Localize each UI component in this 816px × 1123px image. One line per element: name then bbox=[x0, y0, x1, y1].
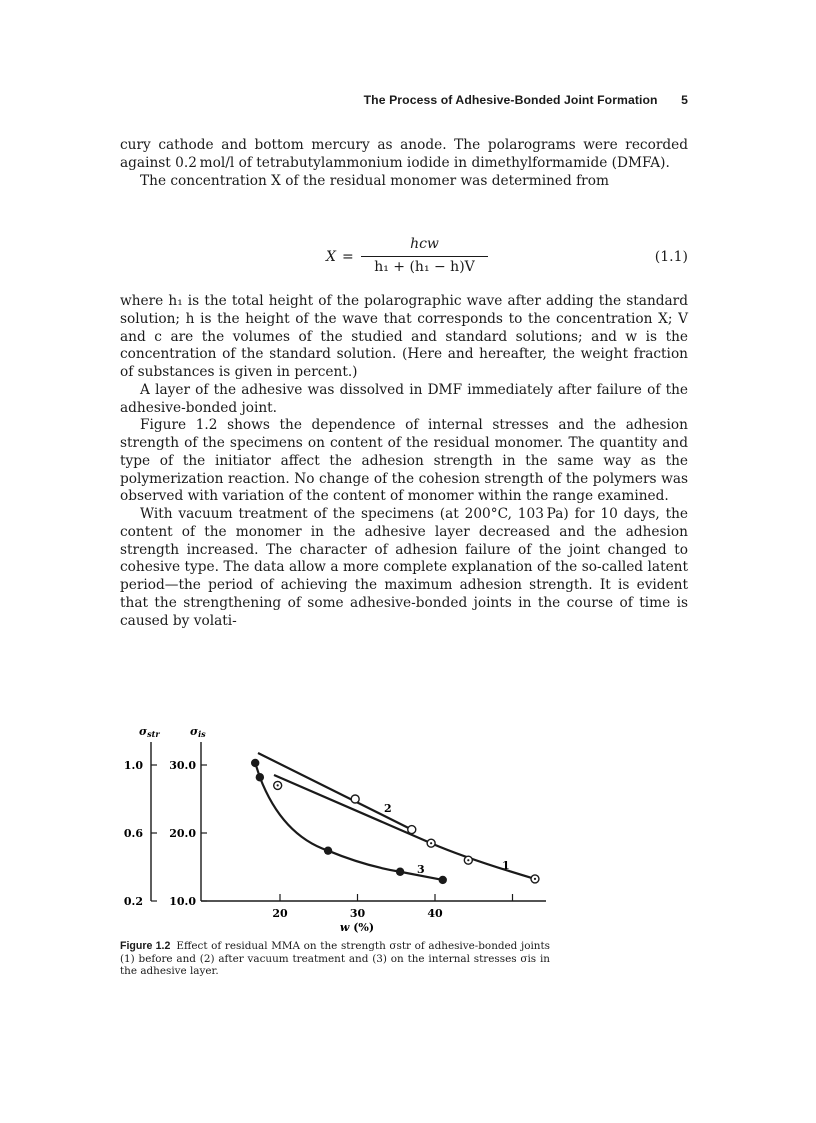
paragraph: cury cathode and bottom mercury as anode. The polarograms were recorded against 0.2 mol/l of tetrabutylammonium iodide in dimethylformamide (DMFA). bbox=[120, 137, 688, 171]
equation-number: (1.1) bbox=[654, 249, 688, 265]
equation-equals: = bbox=[342, 249, 354, 265]
svg-text:40: 40 bbox=[427, 907, 443, 920]
svg-text:0.6: 0.6 bbox=[123, 827, 143, 840]
chart-svg bbox=[110, 715, 570, 945]
svg-text:1.0: 1.0 bbox=[123, 759, 143, 772]
caption-text: Effect of residual MMA on the strength σstr of adhesive-bonded joints (1) before and (2) after vacuum treatment and (3) on the internal stresses σis in the adhesive layer. bbox=[120, 940, 550, 978]
equation-numerator: hcw bbox=[410, 236, 439, 252]
svg-text:30.0: 30.0 bbox=[169, 759, 196, 772]
paragraph: Figure 1.2 shows the dependence of internal stresses and the adhesion strength of the specimens on content of the residual monomer. The quantity and type of the initiator affect the adhesion strength in the same way as the polymerization reaction. No change of the cohesion strength of the polymers was observed with variation of the content of monomer within the range examined. bbox=[120, 417, 688, 505]
text-block-after-equation bbox=[120, 293, 688, 630]
paragraph: With vacuum treatment of the specimens (at 200°C, 103 Pa) for 10 days, the content of the monomer in the adhesive layer decreased and the adhesion strength increased. The character of adhesion failure of the joint changed to cohesive type. The data allow a more complete explanation of the so-called latent period—the period of achieving the maximum adhesion strength. It is evident that the strengthening of some adhesive-bonded joints in the course of time is caused by volati- bbox=[120, 506, 688, 629]
equation-denominator: h₁ + (h₁ − h)V bbox=[374, 259, 475, 275]
equation-lhs: X bbox=[326, 249, 336, 265]
svg-text:20: 20 bbox=[272, 907, 288, 920]
axis-title-sigma-is: σis bbox=[190, 725, 206, 739]
page-number: 5 bbox=[681, 93, 688, 107]
figure-1-2-chart bbox=[110, 715, 570, 945]
figure-caption bbox=[120, 940, 550, 978]
svg-text:10.0: 10.0 bbox=[169, 895, 196, 908]
running-head-title: The Process of Adhesive-Bonded Joint Formation bbox=[363, 93, 658, 107]
ticks-x bbox=[272, 894, 512, 920]
text-block-before-equation bbox=[120, 137, 688, 190]
svg-text:1: 1 bbox=[502, 859, 510, 872]
svg-text:3: 3 bbox=[417, 863, 425, 876]
x-axis-label: w (%) bbox=[339, 921, 375, 934]
equation-fraction bbox=[361, 236, 488, 275]
running-head bbox=[118, 93, 688, 107]
figure-label: Figure 1.2 bbox=[120, 940, 171, 952]
svg-text:30: 30 bbox=[349, 907, 366, 920]
axis-title-sigma-str: σstr bbox=[139, 725, 160, 739]
paragraph: A layer of the adhesive was dissolved in DMF immediately after failure of the adhesive-bonded joint. bbox=[120, 381, 688, 416]
svg-text:0.2: 0.2 bbox=[123, 895, 143, 908]
svg-text:2: 2 bbox=[384, 802, 392, 815]
paragraph: where h₁ is the total height of the polarographic wave after adding the standard solution; h is the height of the wave that corresponds to the concentration X; V and c are the volumes of the studied and standard solutions; and w is the concentration of the standard solution. (Here and hereafter, the weight fraction of substances is given in percent.) bbox=[120, 293, 688, 380]
paragraph: The concentration X of the residual monomer was determined from bbox=[140, 172, 609, 189]
equation-1-1 bbox=[120, 236, 688, 282]
svg-text:20.0: 20.0 bbox=[169, 827, 196, 840]
ticks-sigma-str bbox=[124, 759, 157, 908]
chart-curves bbox=[251, 753, 539, 884]
